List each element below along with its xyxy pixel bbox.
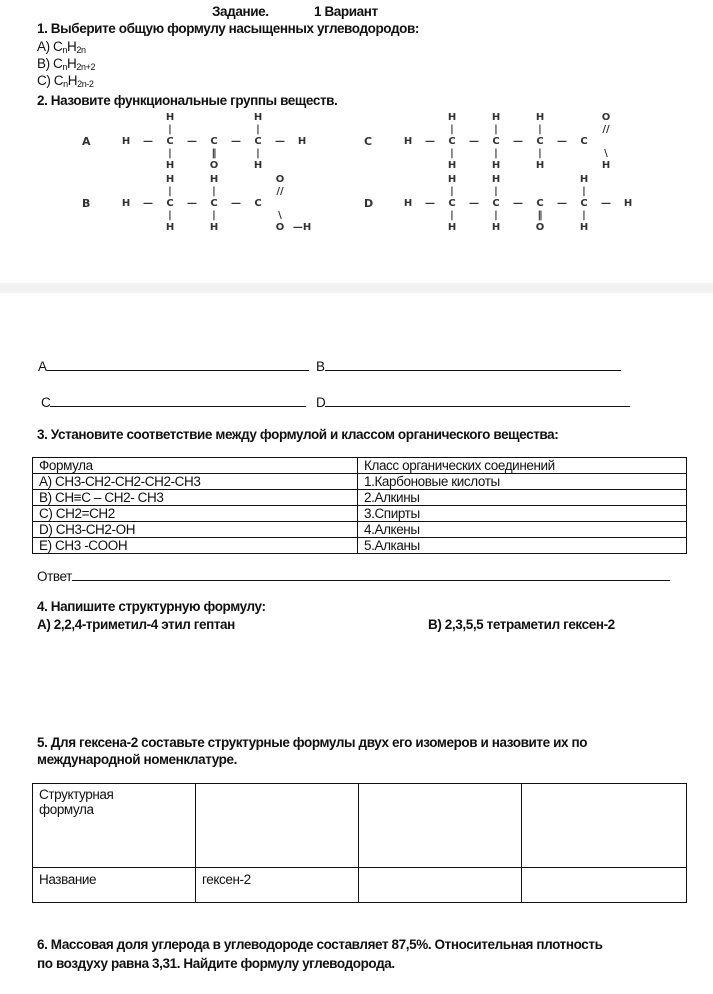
atom: H bbox=[121, 136, 131, 147]
bond bbox=[248, 174, 268, 186]
cell[interactable] bbox=[522, 868, 687, 903]
bond: | bbox=[256, 148, 260, 159]
bond bbox=[292, 160, 312, 172]
bond bbox=[268, 148, 292, 160]
bond: | bbox=[168, 148, 172, 159]
answer-label: D bbox=[316, 395, 326, 410]
bond bbox=[462, 160, 486, 172]
bond bbox=[116, 174, 136, 186]
answer-label: Ответ bbox=[37, 569, 72, 584]
atom: H bbox=[447, 222, 457, 233]
bond: | bbox=[168, 210, 172, 221]
bond bbox=[618, 174, 638, 186]
bond bbox=[116, 222, 136, 234]
bond bbox=[268, 112, 292, 124]
atom: C bbox=[210, 136, 218, 147]
bond bbox=[618, 210, 638, 222]
bond bbox=[268, 124, 292, 136]
cell[interactable] bbox=[359, 868, 522, 903]
bond: — bbox=[187, 198, 197, 209]
bond bbox=[248, 210, 268, 222]
bond bbox=[204, 112, 224, 124]
atom: C bbox=[492, 136, 500, 147]
bond bbox=[506, 174, 530, 186]
bond: — bbox=[557, 136, 567, 147]
bond bbox=[594, 222, 618, 234]
bond bbox=[180, 148, 204, 160]
bond bbox=[116, 148, 136, 160]
option-sub2: 2n-2 bbox=[77, 79, 94, 89]
bond bbox=[248, 186, 268, 198]
bond bbox=[594, 210, 618, 222]
bond: | bbox=[494, 210, 498, 221]
bond: ‖ bbox=[537, 210, 543, 221]
bond: | bbox=[582, 210, 586, 221]
bond: — bbox=[601, 198, 611, 209]
bond: | bbox=[450, 210, 454, 221]
atom: H bbox=[165, 174, 175, 185]
bond bbox=[224, 148, 248, 160]
bond bbox=[462, 174, 486, 186]
question-2-title: 2. Назовите функциональные группы веществ. bbox=[37, 93, 338, 108]
answer-line-c[interactable] bbox=[41, 394, 306, 411]
bond bbox=[136, 210, 160, 222]
bond: ‖ bbox=[211, 148, 217, 159]
bond bbox=[462, 148, 486, 160]
isomers-table bbox=[32, 783, 687, 903]
atom: O bbox=[535, 222, 545, 233]
bond bbox=[398, 186, 418, 198]
structural-formula-label: Структурная формула bbox=[33, 784, 196, 868]
bond bbox=[116, 160, 136, 172]
bond: | bbox=[538, 124, 542, 135]
question-5-title-line1: 5. Для гексена-2 составьте структурные формулы двух его изомеров и назовите их по bbox=[37, 735, 588, 750]
bond: | bbox=[450, 124, 454, 135]
bond: — bbox=[469, 136, 479, 147]
atom: C bbox=[448, 198, 456, 209]
bond bbox=[224, 112, 248, 124]
bond: | bbox=[256, 124, 260, 135]
bond bbox=[136, 160, 160, 172]
bond bbox=[462, 124, 486, 136]
bond bbox=[224, 222, 248, 234]
bond bbox=[618, 186, 638, 198]
bond bbox=[550, 124, 574, 136]
option-label: C) C bbox=[37, 73, 64, 88]
bond bbox=[550, 210, 574, 222]
option-mid: H bbox=[67, 73, 78, 88]
atom: C bbox=[210, 198, 218, 209]
atom: O bbox=[601, 112, 611, 123]
atom: H bbox=[579, 174, 589, 185]
bond bbox=[136, 174, 160, 186]
class-cell: 3.Спирты bbox=[358, 506, 687, 522]
class-cell: 1.Карбоновые кислоты bbox=[358, 474, 687, 490]
bond bbox=[398, 222, 418, 234]
atom: H bbox=[491, 112, 501, 123]
option-sub1: n bbox=[63, 79, 68, 89]
bond bbox=[292, 124, 312, 136]
bond bbox=[224, 186, 248, 198]
bond bbox=[506, 186, 530, 198]
bond: | bbox=[168, 186, 172, 197]
bond: \ bbox=[604, 148, 608, 159]
structural-formula-b bbox=[116, 174, 312, 234]
bond bbox=[136, 112, 160, 124]
atom: C bbox=[166, 136, 174, 147]
bond: — bbox=[275, 136, 285, 147]
answer-line-q3[interactable] bbox=[37, 568, 670, 585]
molecule-label: A bbox=[82, 135, 91, 148]
bond: | bbox=[494, 186, 498, 197]
bond bbox=[462, 112, 486, 124]
class-cell: 4.Алкены bbox=[358, 522, 687, 538]
header-formula: Формула bbox=[33, 458, 358, 474]
cell[interactable] bbox=[196, 784, 359, 868]
atom: C bbox=[448, 136, 456, 147]
bond bbox=[398, 160, 418, 172]
cell[interactable] bbox=[522, 784, 687, 868]
atom: H bbox=[253, 112, 263, 123]
atom: H bbox=[447, 112, 457, 123]
bond bbox=[506, 124, 530, 136]
bond: — bbox=[425, 136, 435, 147]
q4-part-a: A) 2,2,4-триметил-4 этил гептан bbox=[37, 617, 235, 632]
bond: \ bbox=[278, 210, 282, 221]
option-label: B) C bbox=[37, 56, 63, 71]
bond bbox=[398, 124, 418, 136]
bond bbox=[418, 112, 442, 124]
atom: H bbox=[121, 198, 131, 209]
bond bbox=[418, 186, 442, 198]
header-class: Класс органических соединений bbox=[358, 458, 687, 474]
bond bbox=[136, 186, 160, 198]
atom: O bbox=[275, 174, 285, 185]
bond bbox=[292, 148, 312, 160]
bond bbox=[292, 112, 312, 124]
atom: H bbox=[623, 198, 633, 209]
bond bbox=[116, 186, 136, 198]
atom: H bbox=[491, 160, 501, 171]
name-value: гексен-2 bbox=[196, 868, 359, 903]
bond bbox=[224, 210, 248, 222]
bond: — bbox=[557, 198, 567, 209]
bond bbox=[292, 186, 312, 198]
question-5-title-line2: международной номенклатуре. bbox=[37, 752, 237, 767]
bond: —H bbox=[292, 222, 312, 233]
table-row bbox=[33, 474, 687, 490]
atom: H bbox=[579, 222, 589, 233]
bond bbox=[180, 124, 204, 136]
bond bbox=[418, 222, 442, 234]
bond: // bbox=[276, 186, 284, 197]
bond: | bbox=[538, 148, 542, 159]
class-cell: 5.Алканы bbox=[358, 538, 687, 554]
formula-cell: D) CH3-CH2-OH bbox=[33, 522, 358, 538]
q1-number-title: 1. Выберите общую формулу насыщенных углеводородов: bbox=[37, 21, 419, 36]
table-row bbox=[33, 522, 687, 538]
atom: C bbox=[492, 198, 500, 209]
bond: | bbox=[450, 186, 454, 197]
bond: | bbox=[494, 124, 498, 135]
bond: | bbox=[450, 148, 454, 159]
bond bbox=[204, 124, 224, 136]
q1-option bbox=[37, 73, 94, 89]
bond: — bbox=[143, 136, 153, 147]
formula-cell: C) CH2=CH2 bbox=[33, 506, 358, 522]
bond bbox=[574, 112, 594, 124]
bond bbox=[418, 174, 442, 186]
bond bbox=[116, 124, 136, 136]
bond bbox=[550, 148, 574, 160]
atom: O bbox=[209, 160, 219, 171]
bond bbox=[224, 174, 248, 186]
formula-cell: B) CH≡C – CH2- CH3 bbox=[33, 490, 358, 506]
bond bbox=[418, 210, 442, 222]
formula-cell: E) CH3 -COOH bbox=[33, 538, 358, 554]
bond bbox=[530, 186, 550, 198]
bond bbox=[506, 210, 530, 222]
option-sub2: 2n+2 bbox=[76, 62, 96, 72]
atom: C bbox=[536, 136, 544, 147]
bond: — bbox=[143, 198, 153, 209]
bond bbox=[550, 174, 574, 186]
atom: H bbox=[165, 222, 175, 233]
answer-line-b[interactable] bbox=[316, 358, 621, 375]
bond bbox=[180, 160, 204, 172]
table-row bbox=[33, 538, 687, 554]
bond: — bbox=[425, 198, 435, 209]
q1-option bbox=[37, 39, 86, 55]
bond: | bbox=[212, 186, 216, 197]
structural-formula-d bbox=[398, 174, 638, 234]
answer-line-a[interactable] bbox=[38, 358, 309, 375]
bond: | bbox=[582, 186, 586, 197]
bond: | bbox=[212, 210, 216, 221]
atom: H bbox=[209, 222, 219, 233]
bond bbox=[180, 210, 204, 222]
answer-label: A bbox=[38, 359, 47, 374]
bond bbox=[594, 136, 618, 148]
atom: H bbox=[491, 222, 501, 233]
question-3-title: 3. Установите соответствие между формулой и классом органического вещества: bbox=[37, 427, 559, 442]
answer-label: C bbox=[41, 395, 51, 410]
bond bbox=[224, 160, 248, 172]
atom: O bbox=[275, 222, 285, 233]
atom: C bbox=[580, 198, 588, 209]
answer-line-d[interactable] bbox=[316, 394, 630, 411]
structural-formula-c bbox=[398, 112, 618, 172]
name-label: Название bbox=[33, 868, 196, 903]
atom: C bbox=[580, 136, 588, 147]
option-mid: H bbox=[67, 56, 77, 71]
bond bbox=[462, 222, 486, 234]
bond: — bbox=[231, 136, 241, 147]
atom: H bbox=[165, 160, 175, 171]
bond bbox=[550, 222, 574, 234]
bond bbox=[268, 198, 292, 210]
bond bbox=[292, 198, 312, 210]
table-row bbox=[33, 506, 687, 522]
bond bbox=[116, 210, 136, 222]
molecule-label: D bbox=[364, 197, 374, 210]
question-4-title: 4. Напишите структурную формулу: bbox=[37, 599, 266, 614]
bond bbox=[574, 160, 594, 172]
molecule-label: B bbox=[82, 197, 91, 210]
bond bbox=[594, 174, 618, 186]
bond: — bbox=[469, 198, 479, 209]
formula-cell: A) CH3-CH2-CH2-CH2-CH3 bbox=[33, 474, 358, 490]
atom: C bbox=[166, 198, 174, 209]
variant-heading: 1 Вариант bbox=[314, 4, 378, 19]
bond bbox=[136, 148, 160, 160]
bond bbox=[268, 160, 292, 172]
bond: — bbox=[187, 136, 197, 147]
bond bbox=[224, 124, 248, 136]
atom: H bbox=[447, 160, 457, 171]
atom: H bbox=[297, 136, 307, 147]
option-label: A) C bbox=[37, 39, 63, 54]
bond: — bbox=[231, 198, 241, 209]
table-header-row bbox=[33, 458, 687, 474]
atom: C bbox=[254, 136, 262, 147]
table-row bbox=[33, 490, 687, 506]
bond bbox=[180, 186, 204, 198]
bond bbox=[462, 186, 486, 198]
atom: H bbox=[535, 160, 545, 171]
bond bbox=[618, 222, 638, 234]
bond: | bbox=[494, 148, 498, 159]
cell[interactable] bbox=[359, 784, 522, 868]
atom: H bbox=[253, 160, 263, 171]
option-sub2: 2n bbox=[76, 45, 86, 55]
atom: H bbox=[535, 112, 545, 123]
atom: C bbox=[254, 198, 262, 209]
bond bbox=[574, 148, 594, 160]
bond bbox=[418, 148, 442, 160]
option-mid: H bbox=[67, 39, 77, 54]
bond bbox=[594, 186, 618, 198]
bond bbox=[550, 186, 574, 198]
question-6-line2: по воздуху равна 3,31. Найдите формулу углеводорода. bbox=[37, 956, 395, 971]
bond bbox=[116, 112, 136, 124]
atom: H bbox=[403, 136, 413, 147]
task-heading: Задание. bbox=[212, 4, 269, 19]
bond bbox=[398, 112, 418, 124]
bond bbox=[292, 210, 312, 222]
page-separator bbox=[0, 283, 713, 293]
question-6-line1: 6. Массовая доля углерода в углеводороде составляет 87,5%. Относительная плотность bbox=[37, 937, 603, 952]
bond bbox=[418, 124, 442, 136]
bond bbox=[550, 160, 574, 172]
bond bbox=[136, 222, 160, 234]
option-sub1: n bbox=[62, 62, 68, 72]
bond bbox=[398, 210, 418, 222]
bond bbox=[530, 174, 550, 186]
structural-formula-a bbox=[116, 112, 312, 172]
bond: — bbox=[513, 136, 523, 147]
atom: H bbox=[447, 174, 457, 185]
class-cell: 2.Алкины bbox=[358, 490, 687, 506]
bond bbox=[180, 112, 204, 124]
atom: H bbox=[209, 174, 219, 185]
bond: // bbox=[602, 124, 610, 135]
molecule-label: C bbox=[364, 135, 373, 148]
bond bbox=[248, 222, 268, 234]
atom: H bbox=[403, 198, 413, 209]
bond bbox=[506, 222, 530, 234]
atom: C bbox=[536, 198, 544, 209]
atom: H bbox=[601, 160, 611, 171]
bond: | bbox=[168, 124, 172, 135]
bond bbox=[418, 160, 442, 172]
question-1 bbox=[37, 21, 419, 37]
bond bbox=[292, 174, 312, 186]
bond bbox=[462, 210, 486, 222]
bond bbox=[506, 148, 530, 160]
bond bbox=[180, 174, 204, 186]
answer-label: B bbox=[316, 359, 325, 374]
matching-table bbox=[32, 457, 687, 554]
bond bbox=[574, 124, 594, 136]
bond bbox=[136, 124, 160, 136]
bond bbox=[550, 112, 574, 124]
bond bbox=[506, 160, 530, 172]
bond bbox=[506, 112, 530, 124]
option-sub1: n bbox=[62, 45, 68, 55]
q1-option bbox=[37, 56, 95, 72]
bond bbox=[180, 222, 204, 234]
bond: — bbox=[513, 198, 523, 209]
bond bbox=[398, 174, 418, 186]
atom: H bbox=[491, 174, 501, 185]
atom: H bbox=[165, 112, 175, 123]
bond bbox=[398, 148, 418, 160]
q4-part-b: B) 2,3,5,5 тетраметил гексен-2 bbox=[428, 617, 615, 632]
